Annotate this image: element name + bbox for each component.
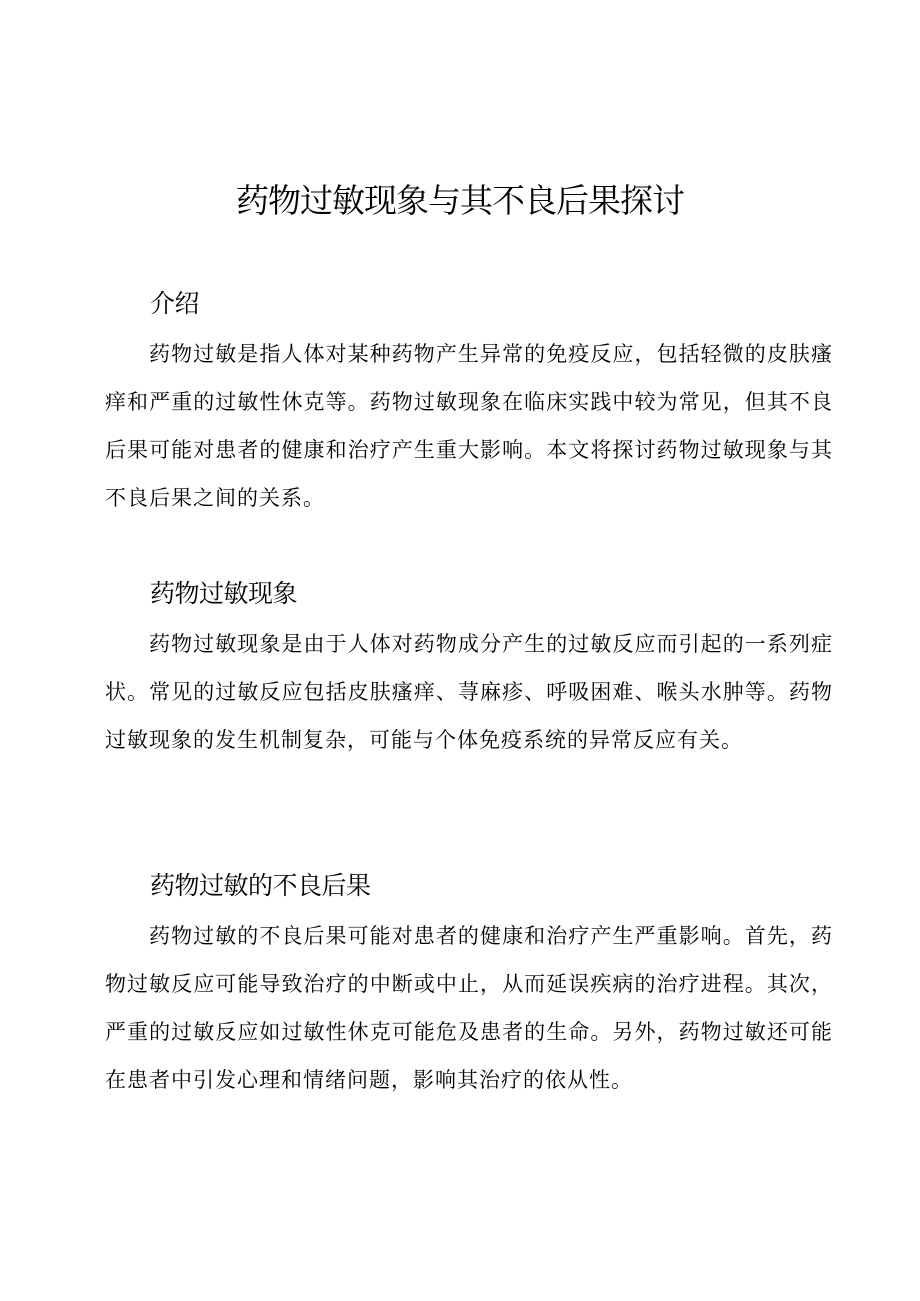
section-paragraph-intro: 药物过敏是指人体对某种药物产生异常的免疫反应，包括轻微的皮肤瘙痒和严重的过敏性休克等。药物过敏现象在临床实践中较为常见，但其不良后果可能对患者的健康和治疗产生重大影响。本文将探讨药物过敏现象与其不良后果之间的关系。 bbox=[105, 342, 833, 510]
section-heading-intro: 介绍 bbox=[150, 289, 200, 318]
section-paragraph-phenomenon: 药物过敏现象是由于人体对药物成分产生的过敏反应而引起的一系列症状。常见的过敏反应包括皮肤瘙痒、荨麻疹、呼吸困难、喉头水肿等。药物过敏现象的发生机制复杂，可能与个体免疫系统的异常反应有关。 bbox=[105, 632, 833, 752]
document-title: 药物过敏现象与其不良后果探讨 bbox=[236, 181, 684, 220]
section-heading-consequences: 药物过敏的不良后果 bbox=[150, 871, 371, 900]
section-paragraph-consequences: 药物过敏的不良后果可能对患者的健康和治疗产生严重影响。首先，药物过敏反应可能导致治疗的中断或中止，从而延误疾病的治疗进程。其次，严重的过敏反应如过敏性休克可能危及患者的生命。另外，药物过敏还可能在患者中引发心理和情绪问题，影响其治疗的依从性。 bbox=[105, 924, 833, 1092]
section-heading-phenomenon: 药物过敏现象 bbox=[150, 579, 298, 608]
